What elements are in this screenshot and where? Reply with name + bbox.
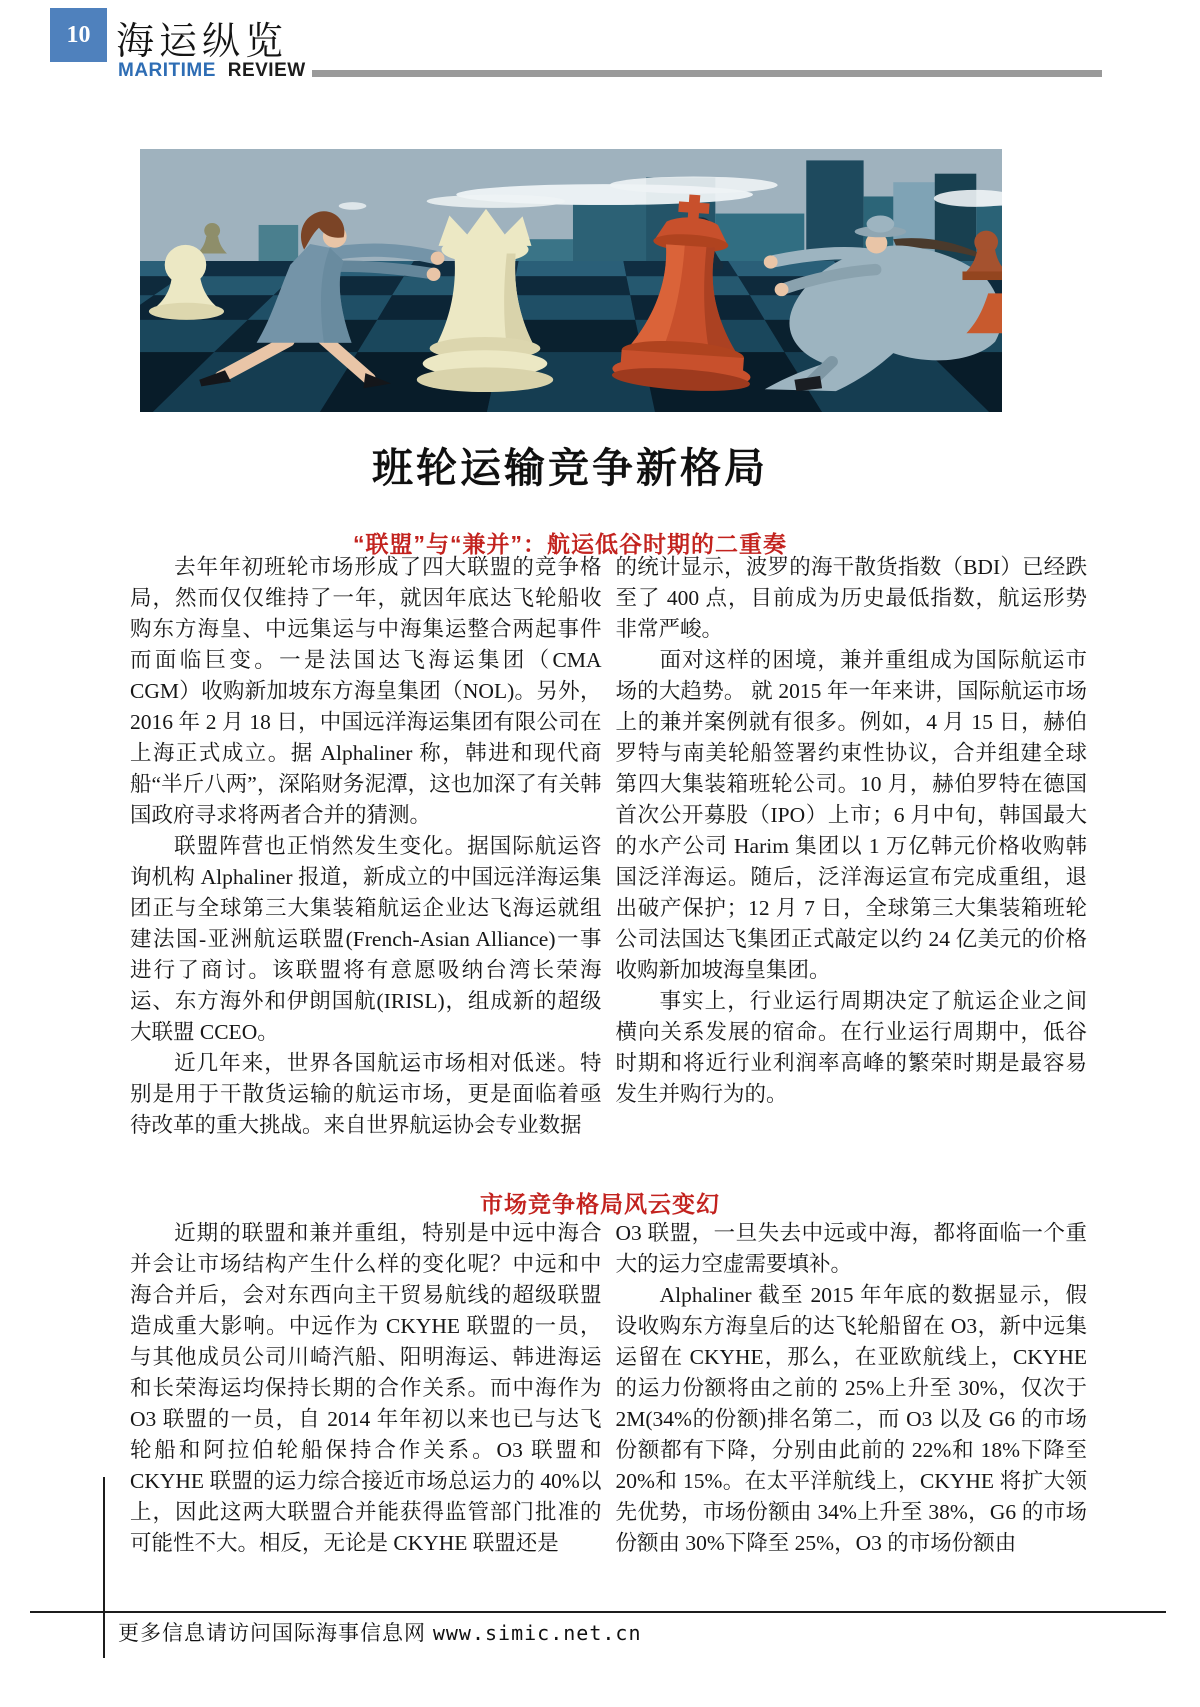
chess-illustration [140,149,1002,412]
chess-illustration-svg [140,149,1002,412]
right-column [616,552,1088,1141]
footer-vertical-rule [103,1477,105,1658]
section1-heading: “联盟”与“兼并”：航运低谷时期的二重奏 [353,531,787,558]
section-title-cn: 海运纵览 [116,21,289,63]
body-paragraph: Alphaliner 截至 2015 年年底的数据显示，假设收购东方海皇后的达飞轮船留在 O3，新中远集运留在 CKYHE，那么，在亚欧航线上，CKYHE 的运力份额将由之前的 25%上升至 30%，仅次于 2M(34%的份额)排名第二，而 O3 以及 G6 的市场份额都有下降，分别由此前的 22%和 18%下降至 20%和 15%。在太平洋航线上，CKYHE 将扩大领先优势，市场份额由 34%上升至 38%，G6 的市场份额由 30%下降至 25%，O3 的市场份额由 [615,1283,1087,1555]
page-number-badge [50,8,107,62]
maritime-label: MARITIME [118,60,216,81]
right-column [616,1218,1088,1559]
section2-columns [130,1218,1087,1559]
page-number: 10 [66,21,91,48]
review-label: REVIEW [227,60,306,81]
body-paragraph: 近几年来，世界各国航运市场相对低迷。特别是用于干散货运输的航运市场，更是面临着亟待改革的重大挑战。来自世界航运协会专业数据 [130,1051,602,1137]
article-title: 班轮运输竞争新格局 [372,445,768,492]
left-column [130,1218,602,1559]
footer-horizontal-rule [30,1611,1166,1613]
section-title-en [118,60,306,82]
body-paragraph: 近期的联盟和兼并重组，特别是中远中海合并会让市场结构产生什么样的变化呢？中远和中海合并后，会对东西向主干贸易航线的超级联盟造成重大影响。中远作为 CKYHE 联盟的一员，与其他成员公司川崎汽船、阳明海运、韩进海运和长荣海运均保持长期的合作关系。而中海作为 O3 联盟的一员，自 2014 年年初以来也已与达飞轮船和阿拉伯轮船保持合作关系。O3 联盟和 CKYHE 联盟的运力综合接近市场总运力的 40%以上，因此这两大联盟合并能获得监管部门批准的可能性不大。相反，无论是 CKYHE 联盟还是 [130,1221,602,1555]
header-rule-bar [312,70,1102,77]
body-paragraph: 去年年初班轮市场形成了四大联盟的竞争格局，然而仅仅维持了一年，就因年底达飞轮船收购东方海皇、中远集运与中海集运整合两起事件而面临巨变。一是法国达飞海运集团（CMA CGM）收购新加坡东方海皇集团（NOL)。另外，2016 年 2 月 18 日，中国远洋海运集团有限公司在上海正式成立。据 Alphaliner 称，韩进和现代商船“半斤八两”，深陷财务泥潭，这也加深了有关韩国政府寻求将两者合并的猜测。 [130,555,602,827]
body-paragraph: 的统计显示，波罗的海干散货指数（BDI）已经跌至了 400 点，目前成为历史最低指数，航运形势非常严峻。 [615,555,1087,641]
body-paragraph: O3 联盟，一旦失去中远或中海，都将面临一个重大的运力空虚需要填补。 [615,1221,1087,1276]
section1-columns [130,552,1087,1141]
footer-url: www.simic.net.cn [432,1621,642,1645]
body-paragraph: 面对这样的困境，兼并重组成为国际航运市场的大趋势。 就 2015 年一年来讲，国际航运市场上的兼并案例就有很多。例如，4 月 15 日，赫伯罗特与南美轮船签署约束性协议，合并组建全球第四大集装箱班轮公司。10 月，赫伯罗特在德国首次公开募股（IPO）上市；6 月中旬，韩国最大的水产公司 Harim 集团以 1 万亿韩元价格收购韩国泛洋海运。随后，泛洋海运宣布完成重组，退出破产保护；12 月 7 日，全球第三大集装箱班轮公司法国达飞集团正式敲定以约 24 亿美元的价格收购新加坡海皇集团。 [615,648,1087,982]
left-column [130,552,602,1141]
footer-text-cn: 更多信息请访问国际海事信息网 [118,1622,426,1645]
body-paragraph: 联盟阵营也正悄然发生变化。据国际航运咨询机构 Alphaliner 报道，新成立的中国远洋海运集团正与全球第三大集装箱航运企业达飞海运就组建法国-亚洲航运联盟(French-Asian Alliance)一事进行了商讨。该联盟将有意愿吸纳台湾长荣海运、东方海外和伊朗国航(IRISL)，组成新的超级大联盟 CCEO。 [130,834,602,1044]
body-paragraph: 事实上，行业运行周期决定了航运企业之间横向关系发展的宿命。在行业运行周期中，低谷时期和将近行业利润率高峰的繁荣时期是最容易发生并购行为的。 [615,989,1087,1106]
section2-heading: 市场竞争格局风云变幻 [480,1191,720,1218]
footer-text [118,1617,642,1647]
